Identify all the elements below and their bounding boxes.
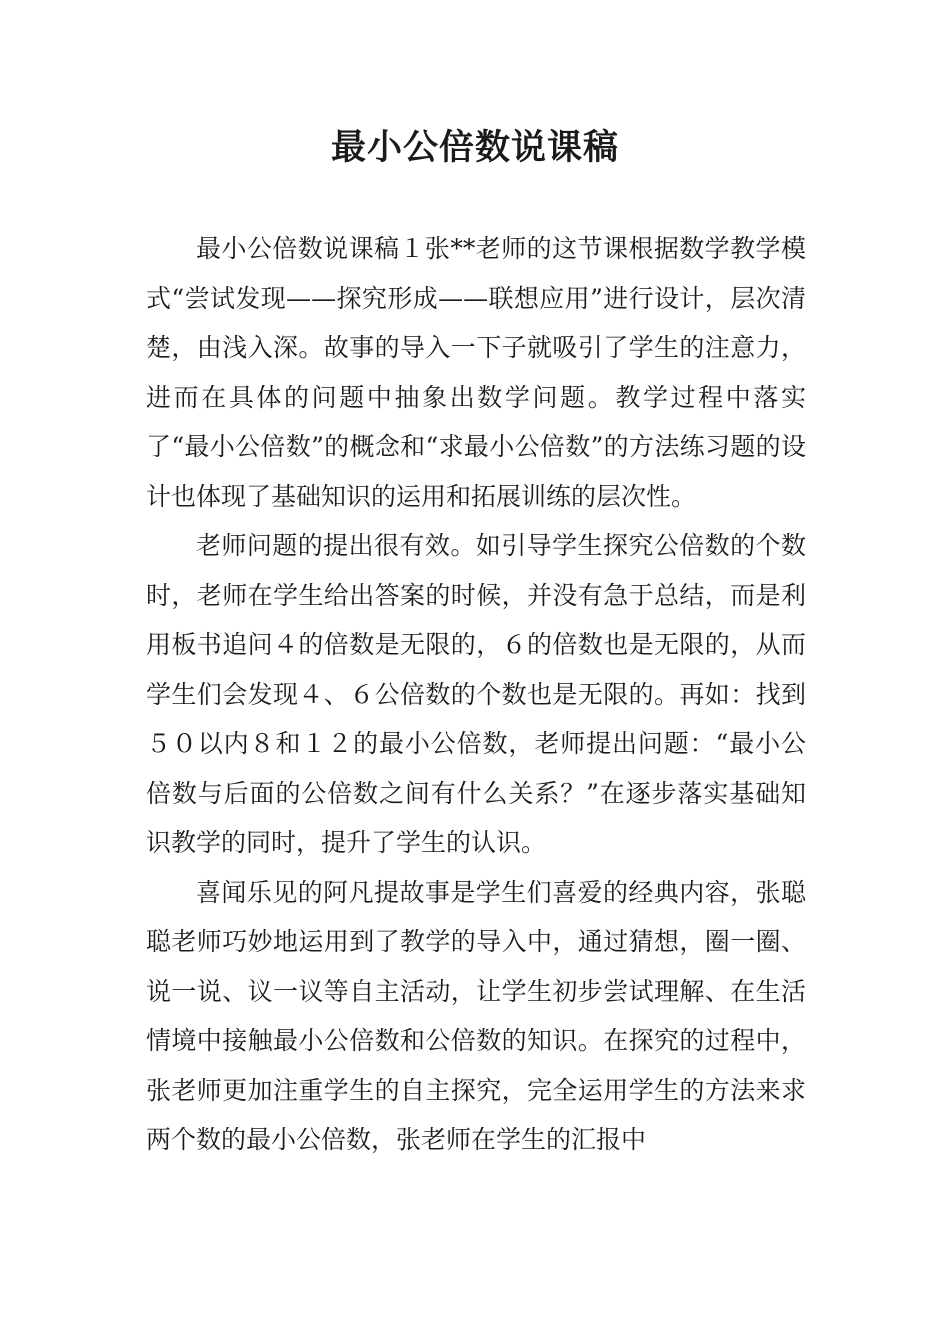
document-title: 最小公倍数说课稿: [330, 127, 619, 168]
paragraph-1: 最小公倍数说课稿１张**老师的这节课根据数学教学模式“尝试发现——探究形成——联想应用”进行设计，层次清楚，由浅入深。故事的导入一下子就吸引了学生的注意力，进而在具体的问题中抽象出数学问题。教学过程中落实了“最小公倍数”的概念和“求最小公倍数”的方法练习题的设计也体现了基础知识的运用和拓展训练的层次性。: [146, 234, 806, 511]
paragraph-3: 喜闻乐见的阿凡提故事是学生们喜爱的经典内容，张聪聪老师巧妙地运用到了教学的导入中，通过猜想，圈一圈、说一说、议一议等自主活动，让学生初步尝试理解、在生活情境中接触最小公倍数和公倍数的知识。在探究的过程中，张老师更加注重学生的自主探究，完全运用学生的方法来求两个数的最小公倍数，张老师在学生的汇报中: [146, 877, 806, 1154]
document-body: [146, 224, 806, 1165]
paragraph-2: 老师问题的提出很有效。如引导学生探究公倍数的个数时，老师在学生给出答案的时候，并没有急于总结，而是利用板书追问４的倍数是无限的，６的倍数也是无限的，从而学生们会发现４、６公倍数的个数也是无限的。再如：找到５０以内８和１２的最小公倍数，老师提出问题：“最小公倍数与后面的公倍数之间有什么关系？”在逐步落实基础知识教学的同时，提升了学生的认识。: [146, 531, 806, 857]
